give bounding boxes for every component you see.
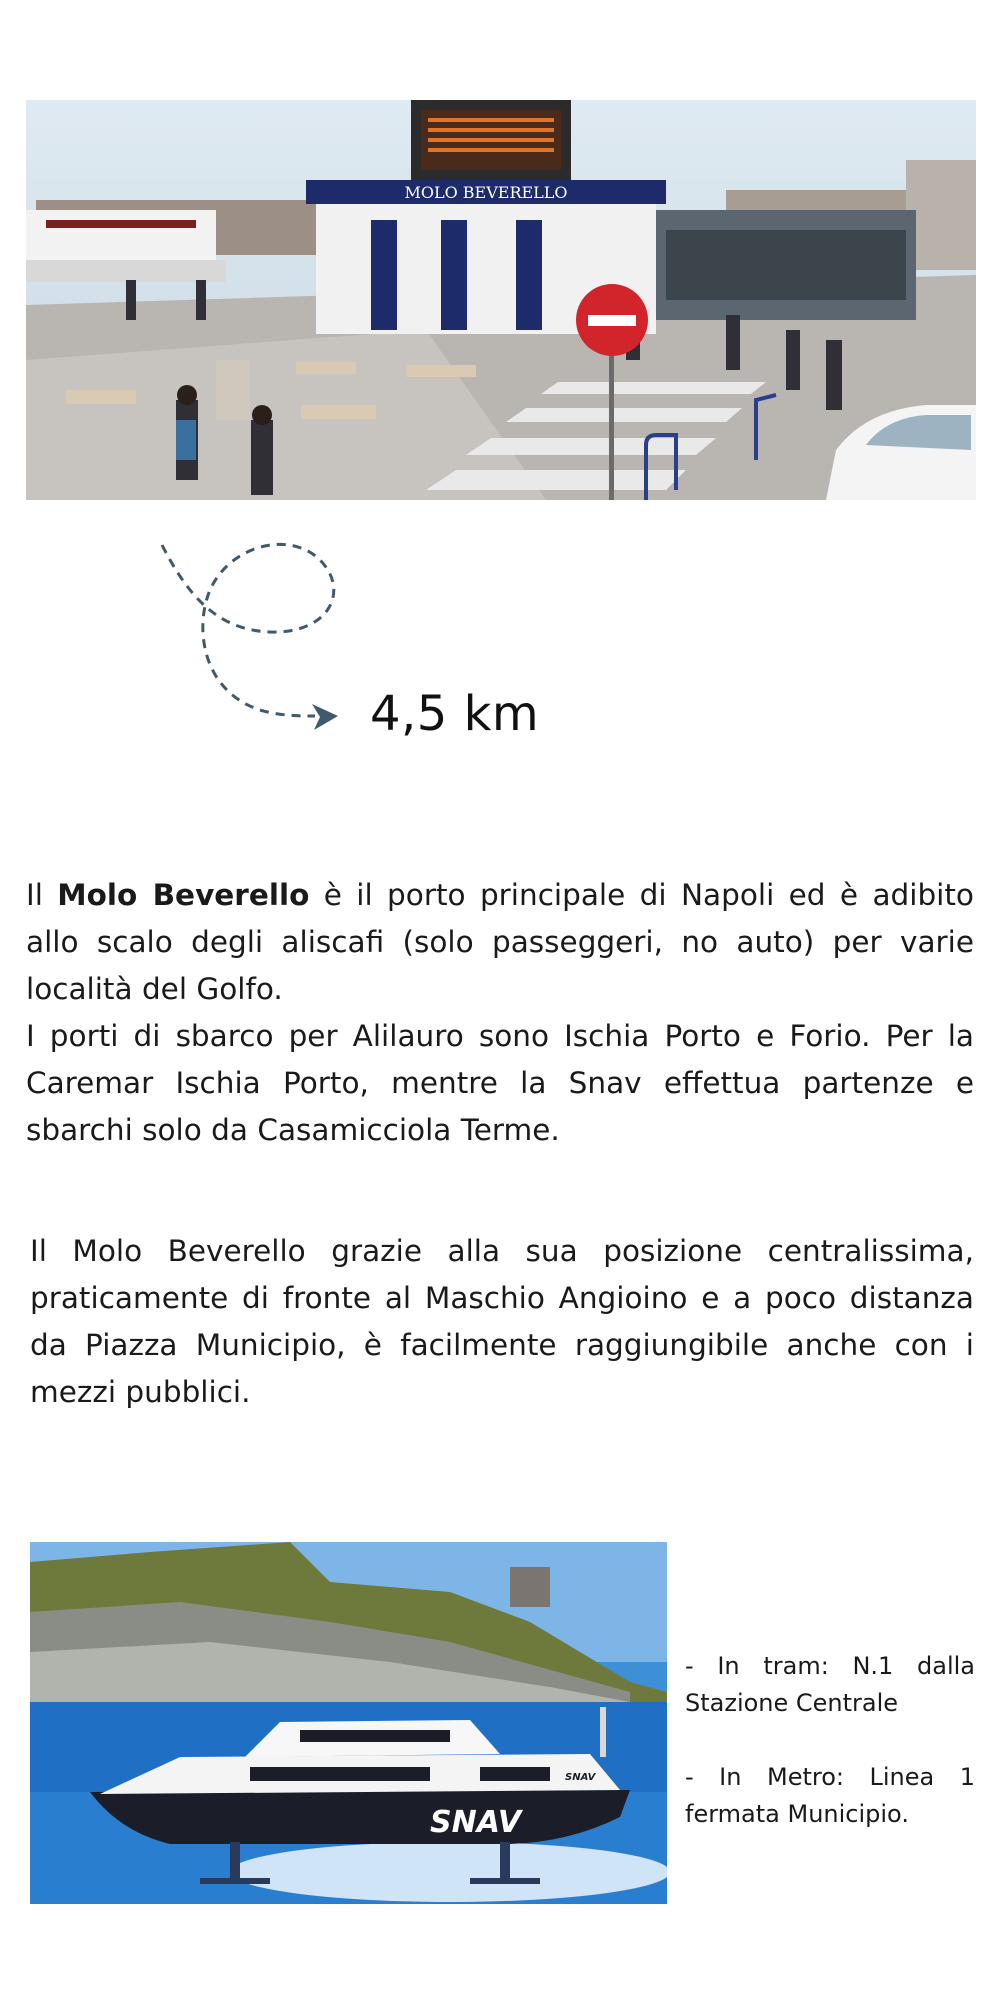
metro-info: - In Metro: Linea 1 fermata Municipio.	[685, 1763, 975, 1828]
location-line-1: Il Molo Beverello grazie alla sua posizione centralissima,	[30, 1234, 974, 1268]
intro-line-3: località del Golfo.	[26, 972, 283, 1006]
tram-info: - In tram: N.1 dalla Stazione Centrale	[685, 1652, 975, 1717]
transport-info	[685, 1648, 975, 1870]
snav-hull-logo: SNAV	[430, 1805, 522, 1840]
molo-beverello-bold: Molo Beverello	[57, 878, 310, 912]
location-line-2: praticamente di fronte al Maschio Angioino e a poco distanza	[30, 1281, 974, 1315]
intro-line-5: Caremar Ischia Porto, mentre la Snav effettua partenze e	[26, 1066, 974, 1100]
molo-beverello-photo	[26, 100, 976, 500]
intro-line-6: sbarchi solo da Casamicciola Terme.	[26, 1113, 560, 1147]
arrow-head-icon	[312, 704, 338, 730]
snav-cabin-logo: SNAV	[565, 1772, 596, 1783]
distance-label: 4,5 km	[370, 686, 540, 742]
snav-hydrofoil-photo	[30, 1542, 667, 1904]
terminal-illustration	[26, 100, 976, 500]
location-line-3: da Piazza Municipio, è facilmente raggiungibile anche con i	[30, 1328, 974, 1362]
terminal-sign: MOLO BEVERELLO	[404, 183, 568, 202]
dashed-route-icon	[150, 530, 370, 750]
intro-line-4: I porti di sbarco per Alilauro sono Ischia Porto e Forio. Per la	[26, 1019, 974, 1053]
intro-line-2: allo scalo degli aliscafi (solo passeggeri, no auto) per varie	[26, 925, 974, 959]
location-paragraph	[30, 1228, 974, 1416]
location-line-4: mezzi pubblici.	[30, 1375, 251, 1409]
hydrofoil-illustration	[30, 1542, 667, 1904]
intro-paragraph	[26, 872, 974, 1154]
intro-line-1: Il Molo Beverello è il porto principale di Napoli ed è adibito	[26, 878, 974, 912]
